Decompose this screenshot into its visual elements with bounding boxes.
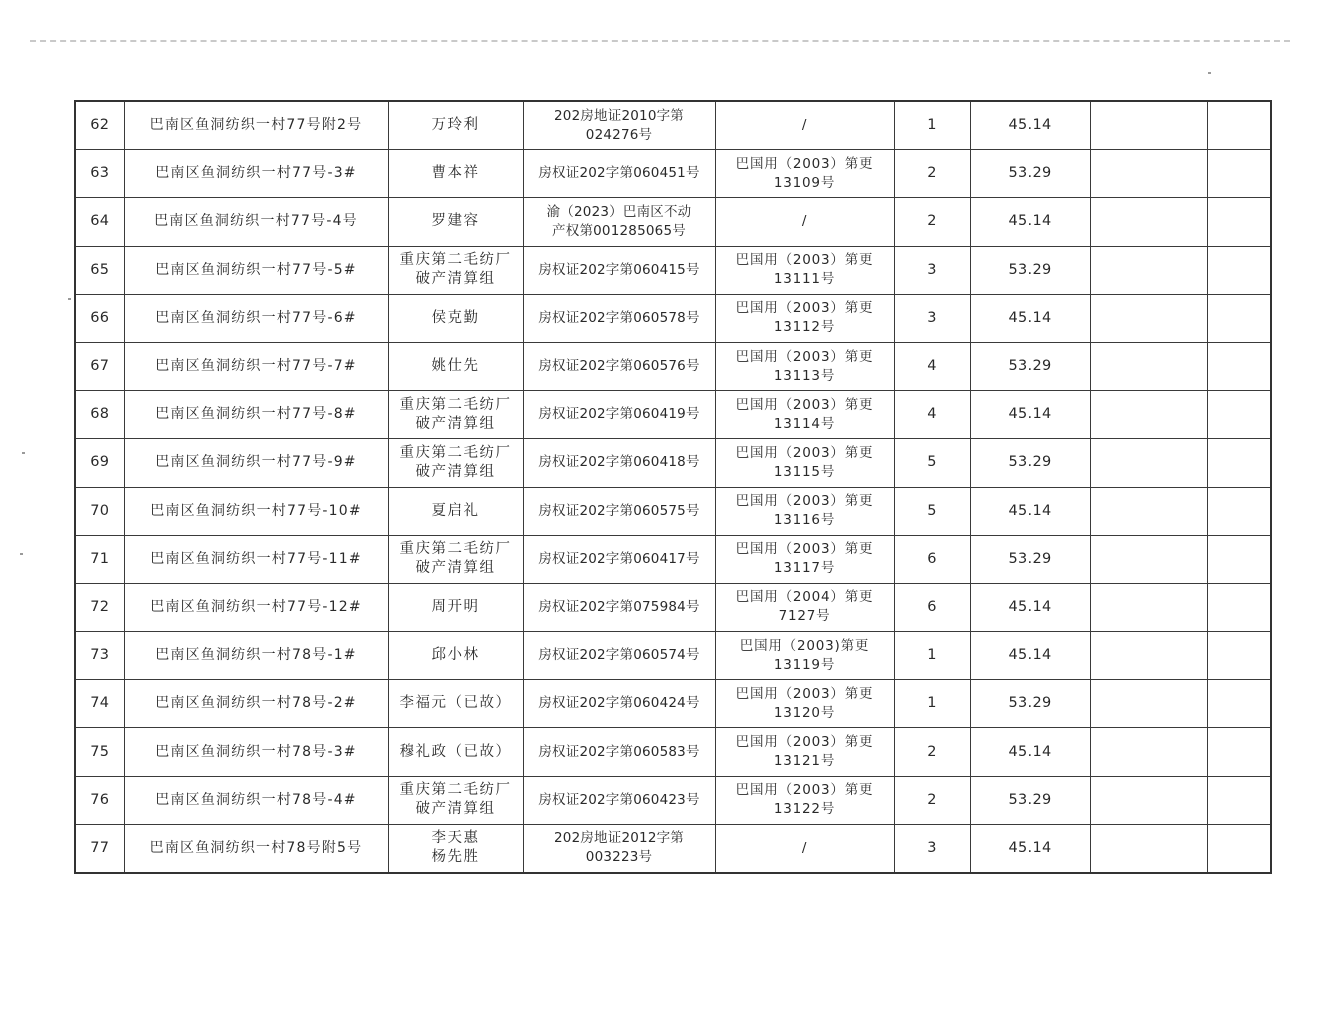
blank-cell: [1207, 294, 1271, 342]
house-certificate-cell: [523, 150, 715, 198]
land-certificate-cell-line: 巴国用（2003）第更: [735, 541, 874, 558]
floor-cell: 3: [894, 824, 970, 873]
owner-cell-line: 万玲利: [431, 117, 480, 134]
floor-cell: 4: [894, 342, 970, 390]
blank-cell: [1090, 150, 1207, 198]
row-number-cell: 74: [75, 680, 124, 728]
blank-cell: [1090, 342, 1207, 390]
area-cell: 45.14: [970, 487, 1090, 535]
owner-cell-line: 破产清算组: [415, 463, 496, 480]
house-certificate-cell: [523, 535, 715, 583]
table-row: [75, 246, 1271, 294]
blank-cell: [1207, 583, 1271, 631]
land-certificate-cell-line: 巴国用（2003）第更: [735, 493, 874, 510]
owner-cell-line: 曹本祥: [431, 165, 480, 182]
row-number-cell: 65: [75, 246, 124, 294]
house-certificate-cell-line: 房权证202字第060415号: [538, 261, 700, 278]
blank-cell: [1090, 246, 1207, 294]
blank-cell: [1207, 535, 1271, 583]
table-row: [75, 680, 1271, 728]
address-cell: 巴南区鱼洞纺织一村77号-6#: [124, 294, 388, 342]
land-certificate-cell: [715, 487, 894, 535]
blank-cell: [1090, 583, 1207, 631]
land-certificate-cell: [715, 294, 894, 342]
area-cell: 45.14: [970, 824, 1090, 873]
land-certificate-cell-line: 13115号: [773, 463, 836, 480]
owner-cell: [388, 776, 523, 824]
house-certificate-cell-line: 房权证202字第060418号: [538, 454, 700, 471]
owner-cell: [388, 198, 523, 246]
house-certificate-cell: [523, 294, 715, 342]
blank-cell: [1090, 728, 1207, 776]
row-number-cell: 68: [75, 391, 124, 439]
house-certificate-cell-line: 产权第001285065号: [552, 222, 686, 239]
row-number-cell: 72: [75, 583, 124, 631]
area-cell: 45.14: [970, 728, 1090, 776]
house-certificate-cell-line: 房权证202字第060574号: [538, 647, 700, 664]
land-certificate-cell-line: 13109号: [773, 174, 836, 191]
house-certificate-cell-line: 房权证202字第075984号: [538, 598, 700, 615]
row-number-cell: 64: [75, 198, 124, 246]
land-certificate-cell: [715, 391, 894, 439]
floor-cell: 5: [894, 439, 970, 487]
blank-cell: [1090, 294, 1207, 342]
owner-cell-line: 邱小林: [431, 647, 480, 664]
blank-cell: [1207, 776, 1271, 824]
area-cell: 53.29: [970, 150, 1090, 198]
house-certificate-cell-line: 房权证202字第060576号: [538, 358, 700, 375]
area-cell: 45.14: [970, 391, 1090, 439]
owner-cell-line: 姚仕先: [431, 358, 480, 375]
land-certificate-cell: [715, 342, 894, 390]
land-certificate-cell-line: 13122号: [773, 801, 836, 818]
land-certificate-cell: [715, 535, 894, 583]
address-cell: 巴南区鱼洞纺织一村77号-3#: [124, 150, 388, 198]
table-row: [75, 776, 1271, 824]
floor-cell: 3: [894, 294, 970, 342]
owner-cell: [388, 487, 523, 535]
blank-cell: [1090, 487, 1207, 535]
owner-cell: [388, 439, 523, 487]
house-certificate-cell: [523, 391, 715, 439]
row-number-cell: 73: [75, 632, 124, 680]
area-cell: 53.29: [970, 776, 1090, 824]
row-number-cell: 67: [75, 342, 124, 390]
land-certificate-cell-line: 巴国用（2003）第更: [735, 252, 874, 269]
row-number-cell: 71: [75, 535, 124, 583]
blank-cell: [1207, 632, 1271, 680]
table-row: [75, 198, 1271, 246]
table-row: [75, 439, 1271, 487]
owner-cell: [388, 391, 523, 439]
land-certificate-cell-line: 13121号: [773, 753, 836, 770]
house-certificate-cell: [523, 583, 715, 631]
owner-cell: [388, 583, 523, 631]
owner-cell: [388, 342, 523, 390]
land-certificate-cell-line: 13113号: [773, 367, 836, 384]
table-row: [75, 294, 1271, 342]
row-number-cell: 76: [75, 776, 124, 824]
address-cell: 巴南区鱼洞纺织一村77号-11#: [124, 535, 388, 583]
land-certificate-cell-line: 13111号: [773, 271, 836, 288]
table-row: [75, 583, 1271, 631]
owner-cell-line: 罗建容: [431, 213, 480, 230]
area-cell: 45.14: [970, 583, 1090, 631]
floor-cell: 6: [894, 583, 970, 631]
land-certificate-cell: [715, 583, 894, 631]
scan-speck: [1208, 72, 1211, 74]
land-certificate-cell: [715, 246, 894, 294]
table-row: [75, 391, 1271, 439]
land-certificate-cell-line: /: [801, 117, 808, 134]
scan-edge-artifact: [30, 40, 1290, 42]
owner-cell: [388, 246, 523, 294]
land-certificate-cell-line: 巴国用（2003）第更: [735, 734, 874, 751]
table-row: [75, 728, 1271, 776]
land-certificate-cell-line: 巴国用（2003）第更: [735, 396, 874, 413]
blank-cell: [1090, 391, 1207, 439]
owner-cell-line: 杨先胜: [431, 849, 480, 866]
blank-cell: [1207, 680, 1271, 728]
floor-cell: 1: [894, 680, 970, 728]
address-cell: 巴南区鱼洞纺织一村77号-7#: [124, 342, 388, 390]
row-number-cell: 69: [75, 439, 124, 487]
house-certificate-cell-line: 房权证202字第060419号: [538, 406, 700, 423]
address-cell: 巴南区鱼洞纺织一村77号-9#: [124, 439, 388, 487]
house-certificate-cell-line: 房权证202字第060417号: [538, 550, 700, 567]
house-certificate-cell-line: 房权证202字第060575号: [538, 502, 700, 519]
land-certificate-cell-line: 巴国用（2003）第更: [735, 300, 874, 317]
owner-cell-line: 破产清算组: [415, 560, 496, 577]
floor-cell: 3: [894, 246, 970, 294]
owner-cell: [388, 728, 523, 776]
land-certificate-cell-line: /: [801, 839, 808, 856]
scan-speck: [20, 553, 23, 555]
floor-cell: 2: [894, 776, 970, 824]
address-cell: 巴南区鱼洞纺织一村78号-1#: [124, 632, 388, 680]
land-certificate-cell-line: 巴国用（2003）第更: [735, 348, 874, 365]
owner-cell-line: 重庆第二毛纺厂: [399, 252, 512, 269]
floor-cell: 1: [894, 632, 970, 680]
owner-cell-line: 李福元（已故）: [399, 695, 512, 712]
blank-cell: [1090, 101, 1207, 150]
property-register-table: [74, 100, 1272, 874]
owner-cell-line: 破产清算组: [415, 415, 496, 432]
house-certificate-cell: [523, 776, 715, 824]
land-certificate-cell-line: 13114号: [773, 415, 836, 432]
owner-cell: [388, 294, 523, 342]
blank-cell: [1090, 776, 1207, 824]
owner-cell-line: 周开明: [431, 598, 480, 615]
table-row: [75, 342, 1271, 390]
address-cell: 巴南区鱼洞纺织一村77号-12#: [124, 583, 388, 631]
land-certificate-cell-line: 巴国用（2004）第更: [735, 589, 874, 606]
owner-cell-line: 重庆第二毛纺厂: [399, 396, 512, 413]
house-certificate-cell-line: 024276号: [585, 126, 653, 143]
house-certificate-cell-line: 202房地证2012字第: [553, 830, 685, 847]
owner-cell-line: 重庆第二毛纺厂: [399, 782, 512, 799]
blank-cell: [1090, 198, 1207, 246]
house-certificate-cell: [523, 728, 715, 776]
floor-cell: 4: [894, 391, 970, 439]
floor-cell: 2: [894, 728, 970, 776]
owner-cell: [388, 680, 523, 728]
address-cell: 巴南区鱼洞纺织一村77号-10#: [124, 487, 388, 535]
table-row: [75, 824, 1271, 873]
land-certificate-cell-line: 巴国用（2003）第更: [735, 444, 874, 461]
owner-cell-line: 李天惠: [431, 830, 480, 847]
land-certificate-cell: [715, 439, 894, 487]
scan-speck: [68, 298, 71, 300]
land-certificate-cell-line: 13117号: [773, 560, 836, 577]
owner-cell: [388, 150, 523, 198]
land-certificate-cell: [715, 776, 894, 824]
table-row: [75, 487, 1271, 535]
house-certificate-cell: [523, 101, 715, 150]
blank-cell: [1090, 680, 1207, 728]
land-certificate-cell-line: 13112号: [773, 319, 836, 336]
blank-cell: [1090, 824, 1207, 873]
floor-cell: 6: [894, 535, 970, 583]
table-row: [75, 150, 1271, 198]
house-certificate-cell-line: 渝（2023）巴南区不动: [546, 203, 692, 220]
floor-cell: 2: [894, 150, 970, 198]
land-certificate-cell: [715, 680, 894, 728]
blank-cell: [1207, 246, 1271, 294]
register-body: [75, 101, 1271, 873]
land-certificate-cell-line: 13119号: [773, 656, 836, 673]
blank-cell: [1207, 487, 1271, 535]
row-number-cell: 63: [75, 150, 124, 198]
land-certificate-cell-line: 巴国用（2003）第更: [735, 782, 874, 799]
owner-cell: [388, 824, 523, 873]
owner-cell-line: 破产清算组: [415, 801, 496, 818]
blank-cell: [1090, 535, 1207, 583]
area-cell: 53.29: [970, 342, 1090, 390]
address-cell: 巴南区鱼洞纺织一村77号-5#: [124, 246, 388, 294]
house-certificate-cell-line: 房权证202字第060451号: [538, 165, 700, 182]
floor-cell: 5: [894, 487, 970, 535]
land-certificate-cell: [715, 728, 894, 776]
area-cell: 53.29: [970, 680, 1090, 728]
owner-cell: [388, 101, 523, 150]
land-certificate-cell-line: 13120号: [773, 704, 836, 721]
address-cell: 巴南区鱼洞纺织一村78号-4#: [124, 776, 388, 824]
blank-cell: [1207, 728, 1271, 776]
table-row: [75, 535, 1271, 583]
owner-cell-line: 夏启礼: [431, 502, 480, 519]
house-certificate-cell: [523, 342, 715, 390]
floor-cell: 1: [894, 101, 970, 150]
address-cell: 巴南区鱼洞纺织一村78号附5号: [124, 824, 388, 873]
row-number-cell: 66: [75, 294, 124, 342]
house-certificate-cell: [523, 487, 715, 535]
row-number-cell: 70: [75, 487, 124, 535]
owner-cell-line: 重庆第二毛纺厂: [399, 444, 512, 461]
house-certificate-cell: [523, 439, 715, 487]
area-cell: 45.14: [970, 632, 1090, 680]
address-cell: 巴南区鱼洞纺织一村78号-2#: [124, 680, 388, 728]
house-certificate-cell: [523, 246, 715, 294]
house-certificate-cell: [523, 632, 715, 680]
blank-cell: [1207, 342, 1271, 390]
blank-cell: [1207, 101, 1271, 150]
land-certificate-cell: [715, 150, 894, 198]
area-cell: 53.29: [970, 246, 1090, 294]
land-certificate-cell-line: 巴国用（2003）第更: [735, 685, 874, 702]
blank-cell: [1207, 391, 1271, 439]
house-certificate-cell-line: 房权证202字第060424号: [538, 695, 700, 712]
address-cell: 巴南区鱼洞纺织一村78号-3#: [124, 728, 388, 776]
land-certificate-cell-line: 7127号: [778, 608, 831, 625]
owner-cell-line: 侯克勤: [431, 309, 480, 326]
land-certificate-cell-line: /: [801, 213, 808, 230]
land-certificate-cell: [715, 101, 894, 150]
land-certificate-cell-line: 巴国用（2003）第更: [735, 155, 874, 172]
owner-cell: [388, 535, 523, 583]
house-certificate-cell-line: 房权证202字第060423号: [538, 791, 700, 808]
owner-cell-line: 破产清算组: [415, 271, 496, 288]
house-certificate-cell: [523, 824, 715, 873]
area-cell: 53.29: [970, 439, 1090, 487]
blank-cell: [1207, 824, 1271, 873]
blank-cell: [1207, 198, 1271, 246]
area-cell: 45.14: [970, 198, 1090, 246]
owner-cell: [388, 632, 523, 680]
land-certificate-cell-line: 13116号: [773, 512, 836, 529]
scan-speck: [22, 452, 25, 454]
blank-cell: [1090, 632, 1207, 680]
house-certificate-cell-line: 房权证202字第060583号: [538, 743, 700, 760]
blank-cell: [1207, 439, 1271, 487]
house-certificate-cell-line: 003223号: [585, 849, 653, 866]
address-cell: 巴南区鱼洞纺织一村77号-4号: [124, 198, 388, 246]
house-certificate-cell: [523, 680, 715, 728]
area-cell: 53.29: [970, 535, 1090, 583]
land-certificate-cell: [715, 824, 894, 873]
row-number-cell: 62: [75, 101, 124, 150]
land-certificate-cell: [715, 198, 894, 246]
blank-cell: [1207, 150, 1271, 198]
address-cell: 巴南区鱼洞纺织一村77号-8#: [124, 391, 388, 439]
row-number-cell: 77: [75, 824, 124, 873]
land-certificate-cell: [715, 632, 894, 680]
row-number-cell: 75: [75, 728, 124, 776]
house-certificate-cell-line: 202房地证2010字第: [553, 107, 685, 124]
area-cell: 45.14: [970, 101, 1090, 150]
floor-cell: 2: [894, 198, 970, 246]
blank-cell: [1090, 439, 1207, 487]
house-certificate-cell-line: 房权证202字第060578号: [538, 309, 700, 326]
land-certificate-cell-line: 巴国用（2003)第更: [739, 637, 870, 654]
area-cell: 45.14: [970, 294, 1090, 342]
owner-cell-line: 重庆第二毛纺厂: [399, 541, 512, 558]
table-row: [75, 632, 1271, 680]
address-cell: 巴南区鱼洞纺织一村77号附2号: [124, 101, 388, 150]
owner-cell-line: 穆礼政（已故）: [399, 743, 512, 760]
house-certificate-cell: [523, 198, 715, 246]
table-row: [75, 101, 1271, 150]
